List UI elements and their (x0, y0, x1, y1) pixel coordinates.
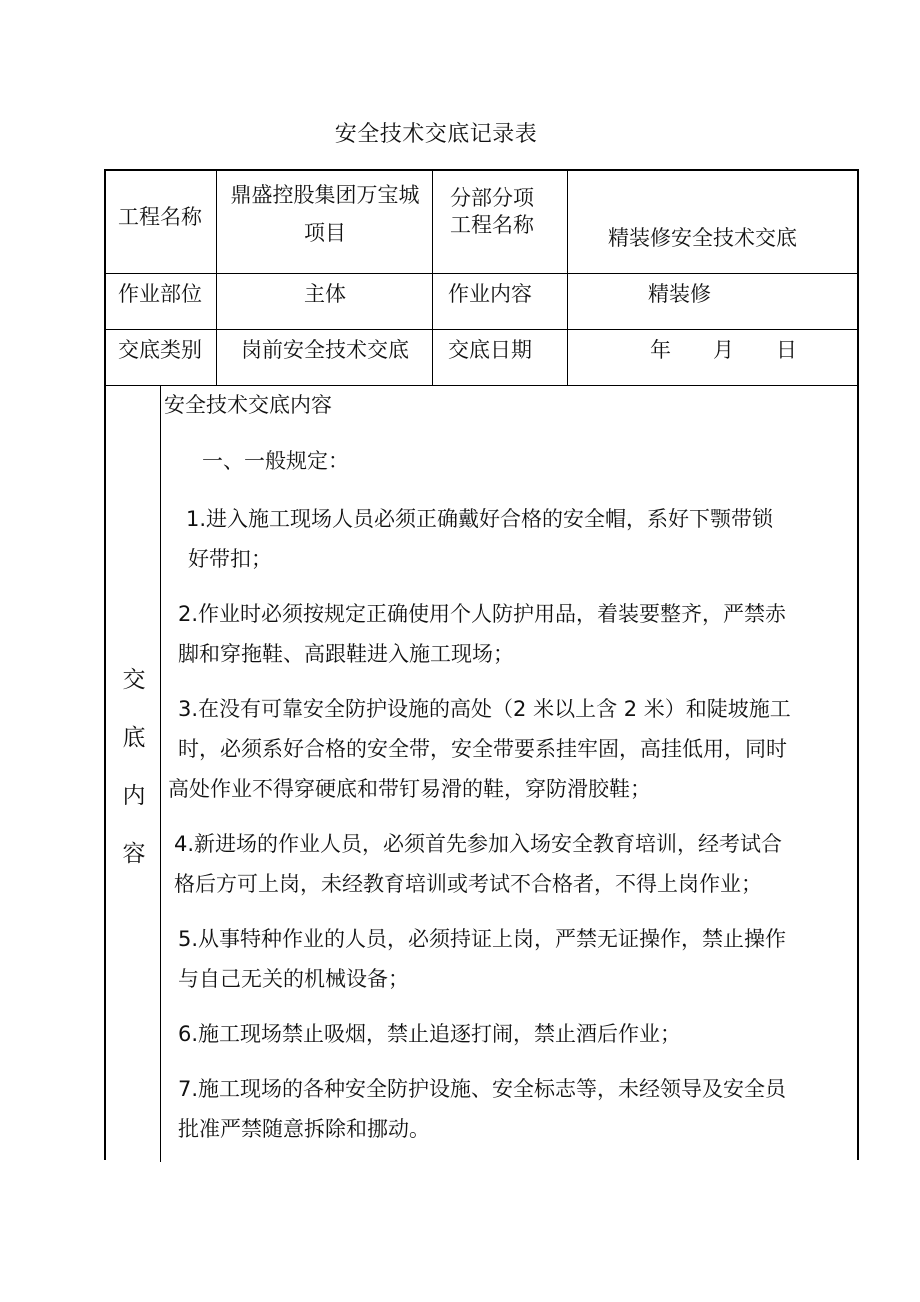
content-side-label (106, 651, 162, 883)
regulation-list (168, 499, 856, 1164)
label-project-name: 工程名称 (118, 205, 202, 229)
value-work-content: 精装修 (648, 282, 711, 306)
list-item (172, 919, 856, 999)
list-item (172, 1069, 856, 1149)
list-item (172, 594, 856, 674)
list-item (172, 499, 856, 579)
side-char-3: 内 (122, 783, 146, 809)
item-3-line2: 时，必须系好合格的安全带，安全带要系挂牢固，高挂低用，同时 (178, 737, 787, 761)
value-project-name-line1: 鼎盛控股集团万宝城 (230, 183, 420, 207)
list-item (168, 689, 856, 809)
value-briefing-type: 岗前安全技术交底 (241, 338, 409, 362)
col-divider-1 (216, 171, 217, 385)
row-divider-1 (106, 273, 857, 274)
list-item (172, 1014, 856, 1054)
item-4-line1: 4.新进场的作业人员，必须首先参加入场安全教育培训，经考试合 (174, 832, 783, 856)
item-4-line2: 格后方可上岗，未经教育培训或考试不合格者，不得上岗作业； (174, 872, 762, 896)
content-heading: 安全技术交底内容 (164, 393, 332, 417)
section-title: 一、一般规定： (202, 449, 349, 473)
item-2-line1: 2.作业时必须按规定正确使用个人防护用品，着装要整齐，严禁赤 (178, 602, 787, 626)
row-divider-3 (106, 385, 857, 386)
side-char-4: 容 (122, 841, 146, 867)
label-work-location: 作业部位 (118, 282, 202, 306)
label-work-content: 作业内容 (448, 282, 532, 306)
row-divider-2 (106, 329, 857, 330)
label-subproject-name (450, 185, 534, 239)
item-7-line1: 7.施工现场的各种安全防护设施、安全标志等，未经领导及安全员 (178, 1077, 787, 1101)
value-briefing-date: 年 月 日 (650, 338, 797, 362)
value-work-location: 主体 (304, 282, 346, 306)
side-char-1: 交 (122, 667, 146, 693)
item-7-line2: 批准严禁随意拆除和挪动。 (178, 1117, 430, 1141)
document-title: 安全技术交底记录表 (334, 122, 538, 147)
value-project-name (218, 179, 432, 249)
item-3-line3: 高处作业不得穿硬底和带钉易滑的鞋，穿防滑胶鞋； (168, 777, 651, 801)
item-1-line2: 好带扣； (188, 547, 272, 571)
item-2-line2: 脚和穿拖鞋、高跟鞋进入施工现场； (178, 642, 514, 666)
col-divider-3 (567, 171, 568, 385)
label-briefing-date: 交底日期 (448, 338, 532, 362)
value-project-name-line2: 项目 (304, 221, 346, 245)
label-briefing-type: 交底类别 (118, 338, 202, 362)
item-1-line1: 1.进入施工现场人员必须正确戴好合格的安全帽，系好下颚带锁 (186, 507, 774, 531)
col-divider-2 (432, 171, 433, 385)
value-subproject-name: 精装修安全技术交底 (608, 226, 797, 250)
label-subproject-line2: 工程名称 (450, 213, 534, 237)
label-subproject-line1: 分部分项 (450, 186, 534, 210)
side-char-2: 底 (122, 725, 146, 751)
safety-record-table (104, 169, 859, 1160)
item-6-line1: 6.施工现场禁止吸烟，禁止追逐打闹，禁止酒后作业； (178, 1022, 682, 1046)
item-5-line1: 5.从事特种作业的人员，必须持证上岗，严禁无证操作，禁止操作 (178, 927, 787, 951)
item-5-line2: 与自己无关的机械设备； (178, 967, 409, 991)
list-item (172, 824, 856, 904)
item-3-line1: 3.在没有可靠安全防护设施的高处（2 米以上含 2 米）和陡坡施工 (178, 697, 791, 721)
